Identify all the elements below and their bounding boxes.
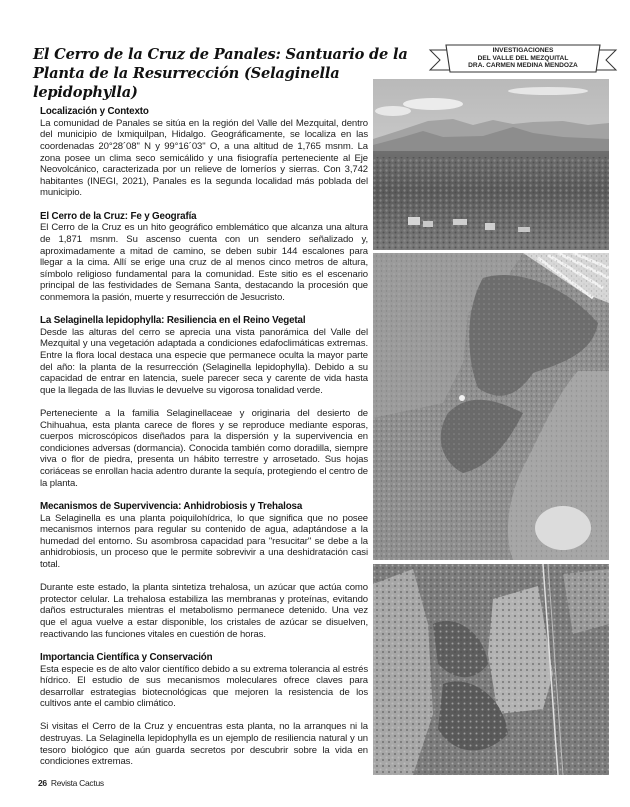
paragraph: El Cerro de la Cruz es un hito geográfico emblemático que alcanza una altura de 1,871 msnm. Su ascenso cuenta con un sendero señalizado y, aproximadamente a mitad de camino, se deben subir 144 escalones para llegar a la cima. Allí se erige una cruz de al menos cinco metros de altura, símbolo religioso fundamental para la comunidad. Este sitio es el escenario principal de las festividades de Semana Santa, destacando la procesión que conmemora la pasión, muerte y resurrección de Jesucristo.	[40, 222, 368, 303]
selaginella-rock-photo	[373, 253, 609, 560]
landscape-photo-icon	[373, 79, 609, 250]
section-selaginella	[40, 315, 368, 489]
section-heading: Importancia Científica y Conservación	[40, 651, 213, 663]
paragraph: Desde las alturas del cerro se aprecia una vista panorámica del Valle del Mezquital y una vegetación adaptada a condiciones edafoclimáticas extremas. Entre la flora local destaca una especie que permanece oculta la mayor parte del año: la planta de la resurrección (Selaginella lepidophylla). Debido a su capacidad de entrar en latencia, suele parecer seca y carente de vida hasta que la llegada de las lluvias le devuelve su vigorosa tonalidad verde.	[40, 326, 368, 396]
landscape-photo	[373, 79, 609, 250]
plant-photo-icon	[373, 253, 609, 560]
paragraph: Durante este estado, la planta sintetiza trehalosa, un azúcar que actúa como protector celular. La trehalosa estabiliza las membranas y proteínas, evitando daños estructurales mientras el metabolismo permanece detenido. Una vez que el agua vuelve a estar disponible, los cristales de azúcar se disuelven, reactivando las funciones vitales en cuestión de horas.	[40, 582, 368, 640]
banner-line-1: INVESTIGACIONES	[492, 47, 554, 54]
section-mechanisms	[40, 501, 368, 640]
section-heading: El Cerro de la Cruz: Fe y Geografía	[40, 210, 197, 222]
article-title: El Cerro de la Cruz de Panales: Santuario de la Planta de la Resurrección (Selaginella lepidophylla)	[33, 46, 408, 101]
page-number: 26	[38, 778, 47, 788]
article-body	[40, 106, 368, 779]
banner-line-2: DEL VALLE DEL MEZQUITAL	[477, 54, 569, 62]
section-cerro	[40, 211, 368, 304]
section-heading: Mecanismos de Supervivencia: Anhidrobiosis y Trehalosa	[40, 500, 303, 512]
section-heading: La Selaginella lepidophylla: Resiliencia en el Reino Vegetal	[40, 315, 306, 327]
author-banner	[428, 44, 618, 74]
banner-line-3: DRA. CARMEN MEDINA MENDOZA	[468, 62, 578, 70]
paragraph: Perteneciente a la familia Selaginellaceae y originaria del desierto de Chihuahua, esta planta carece de flores y se reproduce mediante esporas, cuerpos microscópicos diseñados para la dispersión y la supervivencia en condiciones adversas (dormancia). Conocida también como doradilla, siempre viva o flor de piedra, presenta un hábito terrestre y arrosetado. Sus hojas coriáceas se enrollan hacia adentro durante la sequía, protegiendo el centro de la planta.	[40, 408, 368, 489]
section-location	[40, 106, 368, 199]
paragraph: La Selaginella es una planta poiquilohídrica, lo que significa que no posee mecanismos internos para regular su contenido de agua, adaptándose a la humedad del entorno. Su asombrosa capacidad para "resucitar" se debe a la anhidrobiosis, un proceso que le permite sobrevivir a una deshidratación casi total.	[40, 512, 368, 570]
paragraph: Esta especie es de alto valor científico debido a su extrema tolerancia al estrés hídrico. El estudio de sus mecanismos moleculares ofrece claves para desarrollar estrategias biotecnológicas que mejoren la resistencia de los cultivos ante el cambio climático.	[40, 663, 368, 710]
paragraph: Si visitas el Cerro de la Cruz y encuentras esta planta, no la arranques ni la destruyas. La Selaginella lepidophylla es un ejemplo de resiliencia natural y un tesoro biológico que aún guarda secretos por descubrir sobre la vida en condiciones extremas.	[40, 721, 368, 768]
selaginella-stones-photo	[373, 564, 609, 775]
page-footer	[38, 778, 104, 788]
section-heading: Localización y Contexto	[40, 106, 149, 117]
publication-name: Revista Cactus	[50, 778, 104, 788]
paragraph: La comunidad de Panales se sitúa en la región del Valle del Mezquital, dentro del municipio de Ixmiquilpan, Hidalgo. Geográficamente, se localiza en las coordenadas 20°28´08" N y 99°16´03" O, a una altitud de 1,765 msnm. La zona posee un clima seco semicálido y una fisiografía perteneciente al Eje Neovolcánico, caracterizada por un relieve de lomeríos y sierras. Con 3,742 habitantes (INEGI, 2021), Panales es la segunda localidad más poblada del municipio.	[40, 117, 368, 199]
plant-photo-icon	[373, 564, 609, 775]
section-importance	[40, 652, 368, 768]
